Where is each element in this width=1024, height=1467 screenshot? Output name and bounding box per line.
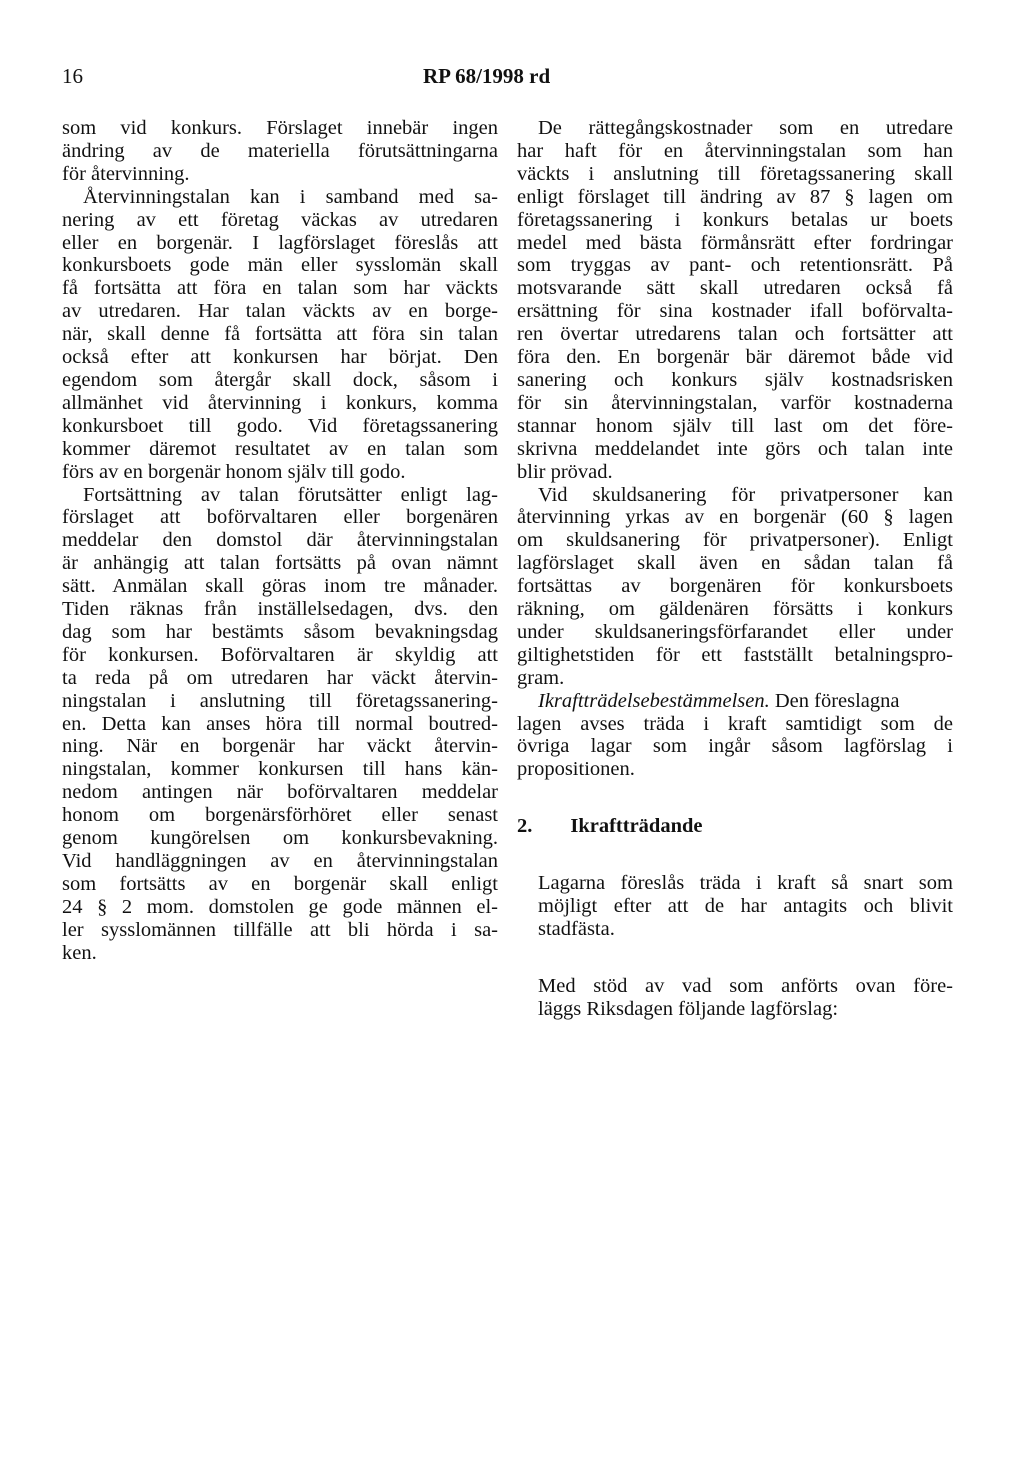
text-line: räkning, om gäldenären försätts i konkurs — [517, 598, 953, 621]
text-line: nering av ett företag väckas av utredaren — [62, 208, 498, 231]
text-line: som vid konkurs. Förslaget innebär ingen — [62, 117, 498, 139]
text-line: stannar honom själv till last om det före- — [517, 414, 953, 437]
text-line: Tiden räknas från inställelsedagen, dvs. den — [62, 598, 498, 621]
text-line: stadfästa. — [538, 918, 615, 940]
text-line: sanering och konkurs själv kostnadsrisken — [517, 368, 953, 391]
text-line: honom om borgenärsförhöret eller senast — [62, 804, 498, 827]
text-line: motsvarande sätt skall utredaren också få — [517, 277, 953, 300]
spacer — [517, 941, 953, 975]
text-line: enligt förslaget till ändring av 87 § lagen om — [517, 185, 953, 208]
text-line: genom kungörelsen om konkursbevakning. — [62, 827, 498, 850]
page-number: 16 — [62, 64, 83, 88]
text-line: konkursboet till godo. Vid företagssanering — [62, 414, 498, 437]
section-heading-number: 2. — [517, 815, 533, 838]
left-column — [62, 117, 498, 965]
closing-paragraph — [517, 975, 953, 1021]
text-line: om skuldsanering för privatpersoner). Enligt — [517, 529, 953, 552]
text-line: Vid skuldsanering för privatpersoner kan — [538, 483, 953, 506]
spacer — [517, 781, 953, 815]
text-line: Med stöd av vad som anförts ovan före- — [538, 974, 953, 997]
text-line: förs av en borgenär honom själv till godo. — [62, 460, 406, 483]
ikraft-first-line-rest: Den föreslagna — [769, 689, 900, 712]
text-line: De rättegångskostnader som en utredare — [538, 117, 953, 139]
text-line: en. Detta kan anses höra till normal boutred- — [62, 712, 498, 735]
text-line: väckts i anslutning till företagssanering skall — [517, 162, 953, 185]
section-heading — [517, 815, 953, 838]
text-line: förslaget att boförvaltaren eller borgenären — [62, 506, 498, 529]
text-line: sätt. Anmälan skall göras inom tre månader. — [62, 575, 498, 598]
text-line: möjligt efter att de har antagits och blivit — [538, 895, 953, 918]
text-line: företagssanering i konkurs betalas ur boets — [517, 208, 953, 231]
text-line: medel med bästa förmånsrätt efter fordringar — [517, 231, 953, 254]
text-line: ler sysslomännen tillfälle att bli hörda i sa- — [62, 918, 498, 941]
text-line: ken. — [62, 941, 97, 964]
text-line: ta reda på om utredaren har väckt återvin- — [62, 666, 498, 689]
text-line: giltighetstiden för ett fastställt betalningspro- — [517, 643, 953, 666]
text-line: egendom som återgår skall dock, såsom i — [62, 368, 498, 391]
text-line: under skuldsaneringsförfarandet eller under — [517, 620, 953, 643]
spacer — [517, 838, 953, 872]
text-line: ningstalan, kommer konkursen till hans kän- — [62, 758, 498, 781]
text-line: ändring av de materiella förutsättningarna — [62, 139, 498, 162]
text-line: när, skall denne få fortsätta att föra sin talan — [62, 323, 498, 346]
text-line: Fortsättning av talan förutsätter enligt lag- — [83, 483, 498, 506]
text-line: av utredaren. Har talan väckts av en borge- — [62, 300, 498, 323]
text-line: blir prövad. — [517, 460, 613, 483]
right-column — [517, 117, 953, 1021]
text-line: Återvinningstalan kan i samband med sa- — [83, 185, 498, 208]
text-line: propositionen. — [517, 758, 635, 781]
running-title: RP 68/1998 rd — [423, 64, 551, 88]
text-line: fortsättas av borgenären för konkursboets — [517, 575, 953, 598]
text-line: övriga lagar som ingår såsom lagförslag i — [517, 735, 953, 758]
text-line: meddelar den domstol där återvinningstalan — [62, 529, 498, 552]
text-line: skrivna meddelandet inte görs och talan inte — [517, 437, 953, 460]
text-line: har haft för en återvinningstalan som han — [517, 139, 953, 162]
ikraft-paragraph-first-line — [517, 690, 953, 713]
text-line: gram. — [517, 666, 565, 689]
text-line: konkursboets gode män eller sysslomän skall — [62, 254, 498, 277]
text-line: för återvinning. — [62, 162, 190, 185]
text-line: Lagarna föreslås träda i kraft så snart som — [538, 872, 953, 895]
text-line: som tryggas av pant- och retentionsrätt. På — [517, 254, 953, 277]
text-line: återvinning yrkas av en borgenär (60 § lagen — [517, 506, 953, 529]
text-line: också efter att konkursen har börjat. Den — [62, 346, 498, 369]
text-line: för sin återvinningstalan, varför kostnaderna — [517, 391, 953, 414]
text-line: ningstalan i anslutning till företagssanering- — [62, 689, 498, 712]
text-line: är anhängig att talan fortsätts på ovan nämnt — [62, 552, 498, 575]
ikraft-paragraph-rest — [517, 713, 953, 782]
ikraft-lead-phrase: Ikraftträdelsebestämmelsen. — [538, 689, 770, 712]
text-line: Vid handläggningen av en återvinningstalan — [62, 850, 498, 872]
section-heading-title: Ikraftträdande — [570, 815, 703, 838]
text-line: läggs Riksdagen följande lagförslag: — [538, 997, 839, 1020]
text-line: föra den. En borgenär bär däremot både vid — [517, 346, 953, 369]
right-paragraphs-a — [517, 117, 953, 690]
text-line: som fortsätts av en borgenär skall enligt — [62, 872, 498, 895]
text-line: ning. När en borgenär har väckt återvin- — [62, 735, 498, 758]
text-line: eller en borgenär. I lagförslaget föreslås att — [62, 231, 498, 254]
text-line: för konkursen. Boförvaltaren är skyldig att — [62, 643, 498, 666]
text-line: nedom antingen när boförvaltaren meddelar — [62, 781, 498, 804]
text-line: få fortsätta att föra en talan som har väckts — [62, 277, 498, 300]
text-line: ren övertar utredarens talan och fortsätter att — [517, 323, 953, 346]
text-line: lagen avses träda i kraft samtidigt som de — [517, 712, 953, 735]
text-line: lagförslaget skall även en sådan talan få — [517, 552, 953, 575]
effective-date-paragraph — [517, 872, 953, 941]
text-line: dag som har bestämts såsom bevakningsdag — [62, 620, 498, 643]
text-line: ersättning för sina kostnader ifall boförvalta- — [517, 300, 953, 323]
text-line: kommer däremot resultatet av en talan som — [62, 437, 498, 460]
text-line: 24 § 2 mom. domstolen ge gode männen el- — [62, 895, 498, 918]
text-line: allmänhet vid återvinning i konkurs, komma — [62, 391, 498, 414]
